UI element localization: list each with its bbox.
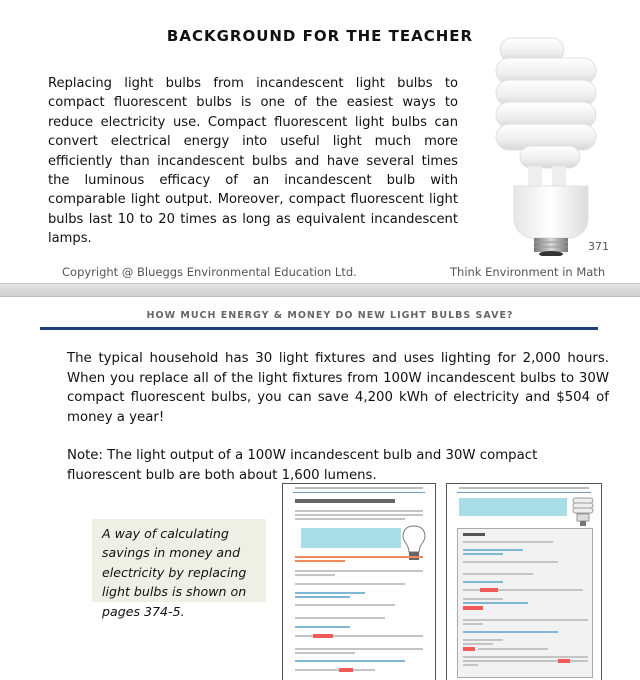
copyright-footer: Copyright @ Blueggs Environmental Education Ltd. bbox=[62, 265, 357, 279]
cfl-bulb-icon bbox=[490, 28, 600, 256]
page-thumbnail-374 bbox=[282, 483, 436, 680]
lumens-note: Note: The light output of a 100W incandescent bulb and 30W compact fluorescent bulb are both about 1,600 lumens. bbox=[67, 448, 538, 483]
book-title-footer: Think Environment in Math bbox=[450, 265, 606, 279]
pages-reference-callout: A way of calculating savings in money and electricity by replacing light bulbs is shown on pages 374-5. bbox=[92, 519, 266, 602]
cfl-thumbnail-icon bbox=[571, 496, 595, 528]
header-divider bbox=[40, 327, 598, 330]
thumbnail-title bbox=[295, 499, 395, 503]
page-energy-savings bbox=[0, 297, 640, 680]
page-number: 371 bbox=[588, 240, 609, 253]
page-separator bbox=[0, 283, 640, 297]
page-title: BACKGROUND FOR THE TEACHER bbox=[166, 27, 474, 45]
background-paragraph: Replacing light bulbs from incandescent light bulbs to compact fluorescent bulbs is one of the easiest ways to reduce electricity use. Compact fluorescent light bulbs can convert electrical energy into useful light much more efficiently than incandescent bulbs and have several times the luminous efficacy of an incandescent bulb with comparable light output. Moreover, compact fluorescent light bulbs last 10 to 20 times as long as equivalent incandescent lamps. bbox=[48, 76, 458, 247]
section-header: HOW MUCH ENERGY & MONEY DO NEW LIGHT BULBS SAVE? bbox=[146, 310, 514, 321]
savings-paragraph: The typical household has 30 light fixtures and uses lighting for 2,000 hours. When you replace all of the light fixtures from 100W incandescent bulbs to 30W compact fluorescent bulbs, you can save 4,200 kWh of electricity and $504 of money a year! bbox=[67, 351, 609, 425]
incandescent-bulb-icon bbox=[399, 524, 429, 564]
page-thumbnail-375 bbox=[446, 483, 602, 680]
page-background-for-teacher bbox=[0, 0, 640, 283]
